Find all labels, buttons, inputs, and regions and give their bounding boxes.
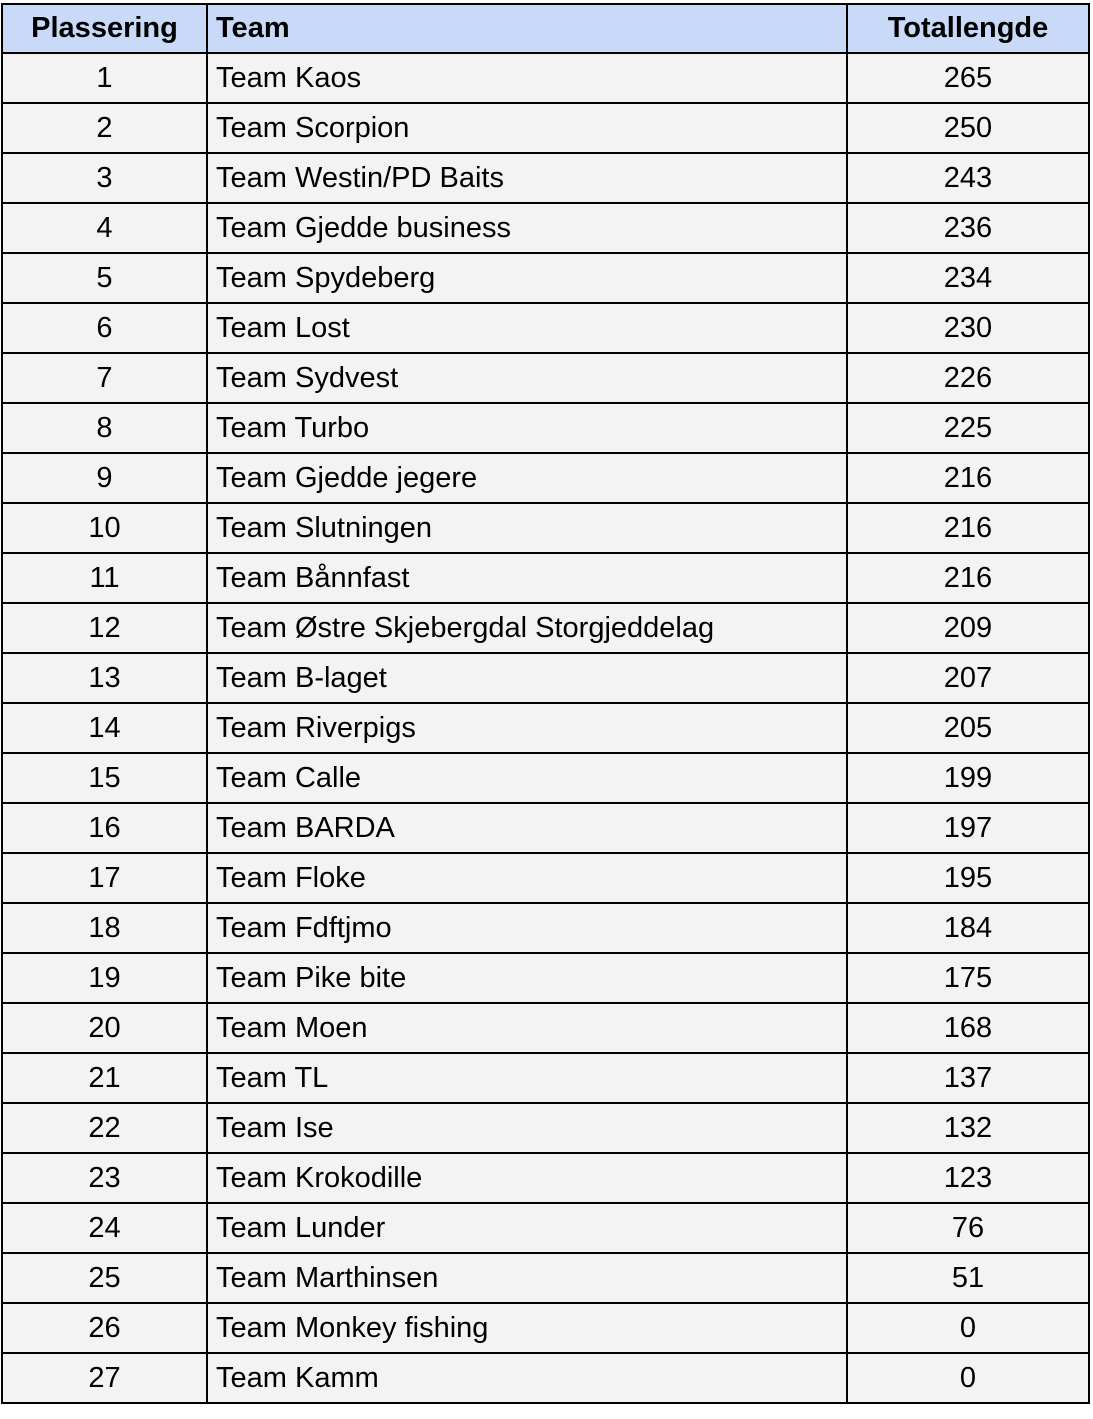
placement-cell: 19 — [2, 953, 207, 1003]
total-length-cell: 216 — [847, 503, 1089, 553]
results-table-container — [1, 3, 1090, 1404]
total-length-cell: 137 — [847, 1053, 1089, 1103]
placement-cell: 17 — [2, 853, 207, 903]
total-length-cell: 195 — [847, 853, 1089, 903]
team-cell: Team Marthinsen — [207, 1253, 847, 1303]
table-row — [2, 603, 1089, 653]
total-length-cell: 250 — [847, 103, 1089, 153]
total-length-cell: 243 — [847, 153, 1089, 203]
team-cell: Team TL — [207, 1053, 847, 1103]
placement-cell: 6 — [2, 303, 207, 353]
team-cell: Team Østre Skjebergdal Storgjeddelag — [207, 603, 847, 653]
placement-cell: 5 — [2, 253, 207, 303]
team-cell: Team Moen — [207, 1003, 847, 1053]
team-cell: Team Slutningen — [207, 503, 847, 553]
placement-cell: 1 — [2, 53, 207, 103]
table-header — [2, 4, 1089, 53]
total-length-cell: 175 — [847, 953, 1089, 1003]
placement-cell: 27 — [2, 1353, 207, 1403]
placement-cell: 12 — [2, 603, 207, 653]
team-cell: Team Turbo — [207, 403, 847, 453]
table-row — [2, 1003, 1089, 1053]
team-cell: Team Pike bite — [207, 953, 847, 1003]
total-length-cell: 216 — [847, 453, 1089, 503]
table-row — [2, 1203, 1089, 1253]
placement-cell: 9 — [2, 453, 207, 503]
team-cell: Team Monkey fishing — [207, 1303, 847, 1353]
table-row — [2, 403, 1089, 453]
team-cell: Team Fdftjmo — [207, 903, 847, 953]
total-length-cell: 0 — [847, 1353, 1089, 1403]
placement-cell: 15 — [2, 753, 207, 803]
placement-cell: 25 — [2, 1253, 207, 1303]
table-row — [2, 903, 1089, 953]
placement-cell: 13 — [2, 653, 207, 703]
table-row — [2, 1053, 1089, 1103]
table-row — [2, 1103, 1089, 1153]
table-row — [2, 853, 1089, 903]
header-plassering: Plassering — [2, 4, 207, 53]
total-length-cell: 205 — [847, 703, 1089, 753]
team-cell: Team Bånnfast — [207, 553, 847, 603]
total-length-cell: 51 — [847, 1253, 1089, 1303]
team-cell: Team Kamm — [207, 1353, 847, 1403]
team-cell: Team Lunder — [207, 1203, 847, 1253]
placement-cell: 8 — [2, 403, 207, 453]
placement-cell: 22 — [2, 1103, 207, 1153]
team-cell: Team Kaos — [207, 53, 847, 103]
table-row — [2, 653, 1089, 703]
header-team: Team — [207, 4, 847, 53]
placement-cell: 4 — [2, 203, 207, 253]
placement-cell: 2 — [2, 103, 207, 153]
total-length-cell: 207 — [847, 653, 1089, 703]
team-cell: Team B-laget — [207, 653, 847, 703]
table-row — [2, 553, 1089, 603]
team-cell: Team Spydeberg — [207, 253, 847, 303]
placement-cell: 16 — [2, 803, 207, 853]
team-cell: Team BARDA — [207, 803, 847, 853]
placement-cell: 26 — [2, 1303, 207, 1353]
placement-cell: 14 — [2, 703, 207, 753]
team-cell: Team Scorpion — [207, 103, 847, 153]
table-row — [2, 453, 1089, 503]
placement-cell: 3 — [2, 153, 207, 203]
total-length-cell: 230 — [847, 303, 1089, 353]
table-row — [2, 353, 1089, 403]
table-row — [2, 103, 1089, 153]
placement-cell: 20 — [2, 1003, 207, 1053]
placement-cell: 10 — [2, 503, 207, 553]
header-row — [2, 4, 1089, 53]
placement-cell: 24 — [2, 1203, 207, 1253]
total-length-cell: 209 — [847, 603, 1089, 653]
team-cell: Team Lost — [207, 303, 847, 353]
table-row — [2, 1303, 1089, 1353]
table-row — [2, 203, 1089, 253]
table-row — [2, 753, 1089, 803]
total-length-cell: 199 — [847, 753, 1089, 803]
table-row — [2, 503, 1089, 553]
table-row — [2, 253, 1089, 303]
results-table — [1, 3, 1090, 1404]
team-cell: Team Westin/PD Baits — [207, 153, 847, 203]
total-length-cell: 76 — [847, 1203, 1089, 1253]
total-length-cell: 216 — [847, 553, 1089, 603]
table-row — [2, 153, 1089, 203]
team-cell: Team Calle — [207, 753, 847, 803]
team-cell: Team Krokodille — [207, 1153, 847, 1203]
placement-cell: 21 — [2, 1053, 207, 1103]
table-row — [2, 703, 1089, 753]
total-length-cell: 226 — [847, 353, 1089, 403]
total-length-cell: 197 — [847, 803, 1089, 853]
placement-cell: 18 — [2, 903, 207, 953]
total-length-cell: 265 — [847, 53, 1089, 103]
team-cell: Team Floke — [207, 853, 847, 903]
placement-cell: 7 — [2, 353, 207, 403]
placement-cell: 11 — [2, 553, 207, 603]
table-row — [2, 1353, 1089, 1403]
total-length-cell: 132 — [847, 1103, 1089, 1153]
team-cell: Team Gjedde business — [207, 203, 847, 253]
table-row — [2, 1153, 1089, 1203]
total-length-cell: 236 — [847, 203, 1089, 253]
team-cell: Team Gjedde jegere — [207, 453, 847, 503]
team-cell: Team Riverpigs — [207, 703, 847, 753]
header-totallengde: Totallengde — [847, 4, 1089, 53]
table-row — [2, 303, 1089, 353]
total-length-cell: 123 — [847, 1153, 1089, 1203]
total-length-cell: 168 — [847, 1003, 1089, 1053]
team-cell: Team Sydvest — [207, 353, 847, 403]
table-row — [2, 53, 1089, 103]
total-length-cell: 234 — [847, 253, 1089, 303]
table-row — [2, 1253, 1089, 1303]
table-body — [2, 53, 1089, 1403]
table-row — [2, 803, 1089, 853]
total-length-cell: 184 — [847, 903, 1089, 953]
table-row — [2, 953, 1089, 1003]
placement-cell: 23 — [2, 1153, 207, 1203]
team-cell: Team Ise — [207, 1103, 847, 1153]
total-length-cell: 225 — [847, 403, 1089, 453]
total-length-cell: 0 — [847, 1303, 1089, 1353]
